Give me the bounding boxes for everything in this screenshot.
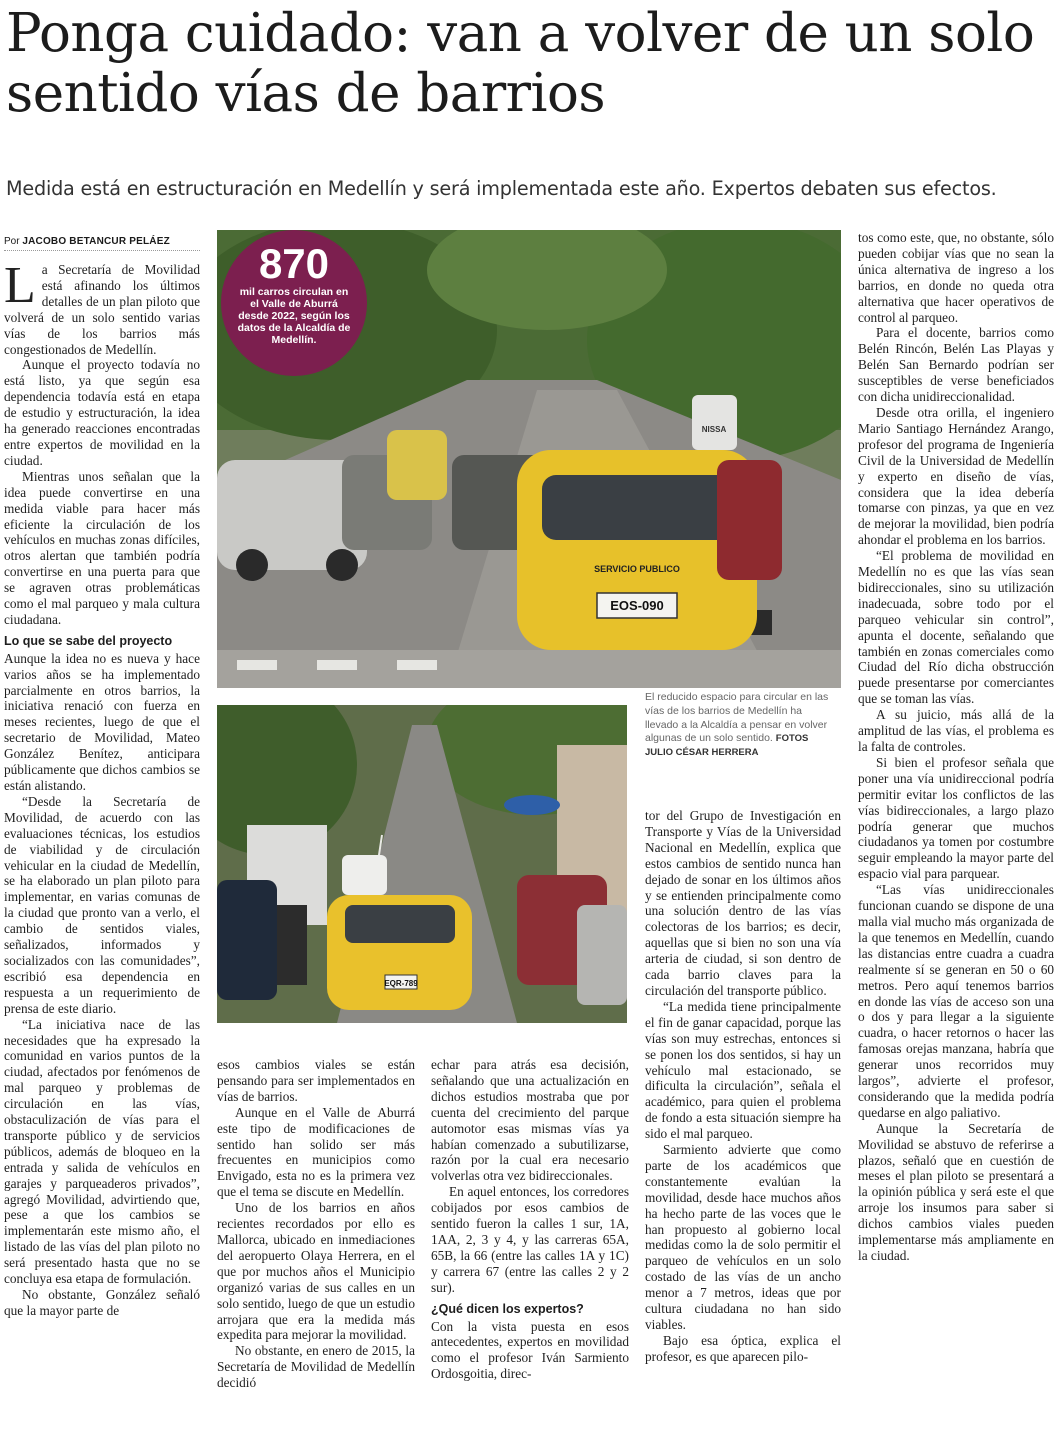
- article-paragraph: echar para atrás esa decisión, señalando que una actualización en dichos estudios mostraba que por cuenta del crecimiento del parque automotor esas mismas vías ya habían comenzado a subutilizarse, razón por la cual era necesario volverlas otra vez bidireccionales.: [431, 1057, 629, 1184]
- caption-text: El reducido espacio para circular en las vías de los barrios de Medellín ha llevado a la Alcaldía a pensar en volver algunas de un solo sentido.: [645, 691, 829, 745]
- photo-caption: [645, 691, 835, 760]
- article-paragraph: Aunque la idea no es nueva y hace varios años se ha implementado parcialmente en otros barrios, la iniciativa renació con fuerza en meses recientes, luego de que el secretario de Movilidad, Mateo González Benítez, anticipara públicamente que dichos cambios se están alistando.: [4, 650, 200, 793]
- paragraph-text: a Secretaría de Movilidad está afinando los últimos detalles de un plan piloto que volverá de un solo sentido varias vías de los barrios más congestionados de Medellín.: [4, 262, 200, 357]
- article-column-5: [858, 230, 1054, 1446]
- article-paragraph: esos cambios viales se están pensando para ser implementados en vías de barrios.: [217, 1057, 415, 1104]
- article-paragraph: No obstante, González señaló que la mayor parte de: [4, 1287, 200, 1318]
- article-paragraph: Aunque el proyecto todavía no está listo, ya que según esa dependencia todavía está en etapa de estudio y estructuración, la idea ha generado reacciones encontradas entre expertos de movilidad en la ciudad.: [4, 357, 200, 468]
- section-heading: ¿Qué dicen los expertos?: [431, 1301, 584, 1316]
- article-column-3: [431, 1057, 629, 1447]
- article-column-2: [217, 1057, 415, 1447]
- article-paragraph: Desde otra orilla, el ingeniero Mario Santiago Hernández Arango, profesor del programa de Ingeniería Civil de la Universidad de Medellín y experto en diseño de vías, considera que la idea debería tomarse con pinzas, ya que en vez de mejorar la movilidad, bien podría ahondar el problema en los barrios.: [858, 404, 1054, 548]
- stat-description: mil carros circulan en el Valle de Aburrá desde 2022, según los datos de la Alcaldía de Medellín.: [237, 286, 351, 346]
- article-paragraph: Mientras unos señalan que la idea puede convertirse en una medida viable para hacer más eficiente la circulación de los vehículos en muchas zonas difíciles, otros alertan que también podría convertirse en una puerta para que se agraven otras problemáticas como el mal parqueo y mala cultura ciudadana.: [4, 468, 200, 627]
- article-paragraph: Bajo esa óptica, explica el profesor, es que aparecen pilo-: [645, 1332, 841, 1364]
- article-column-1: [4, 262, 200, 1448]
- article-paragraph: Aunque la Secretaría de Movilidad se abstuvo de referirse a plazos, señaló que en cuestión de meses el plan piloto se presentará a la opinión pública y será este el que arroje los insumos para saber si dichos cambios viales pueden implementarse más ampliamente en la ciudad.: [858, 1120, 1054, 1263]
- article-paragraph: “La iniciativa nace de las necesidades que ha expresado la comunidad en varios puntos de la ciudad, afectados por fenómenos de mal parqueo y problemas de circulación en las vías, obstaculización de vías para el transporte público y de servicios públicos, además de bloqueo en la entrada y salida de vehículos en garajes y parqueaderos privados”, agregó Movilidad, advirtiendo que, pese a que los cambios se implementarán este mismo año, el listado de las vías del plan piloto no será presentado hasta que no se concluya esa etapa de formulación.: [4, 1016, 200, 1287]
- side-label-text: NISSA: [701, 425, 727, 434]
- section-heading: Lo que se sabe del proyecto: [4, 633, 173, 648]
- article-paragraph: Sarmiento advierte que como parte de los académicos que constantemente evalúan la movilidad, desde hace muchos años ha hecho parte de las voces que le han propuesto al gobierno local medidas como la de solo permitir el parqueo de vehículos en un solo costado de las vías de un ancho menor a 7 metros, ideas que por cultura ciudadana no han sido viables.: [645, 1142, 841, 1332]
- article-paragraph: [4, 262, 200, 357]
- byline: [4, 236, 200, 251]
- article-paragraph: Uno de los barrios en años recientes recordados por ello es Mallorca, ubicado en inmediaciones del aeropuerto Olaya Herrera, en el que por muchos años el Municipio organizó varias de sus calles en un solo sentido, luego de que un estudio arrojara que era la medida más expedita para mejorar la movilidad.: [217, 1200, 415, 1343]
- drop-cap: L: [4, 262, 36, 314]
- article-paragraph: Si bien el profesor señala que poner una vía unidireccional podría permitir evitar los conflictos de las vías bidireccionales, a largo plazo podría generar que muchos ciudadanos ya tomen por costumbre seguir empleando la mayor parte del espacio vial para parquear.: [858, 754, 1054, 882]
- stat-number: 870: [258, 240, 330, 287]
- article-paragraph: “La medida tiene principalmente el fin de ganar capacidad, porque las vías son muy estrechas, entonces si se ponen los dos sentidos, si hay un vehículo mal estacionado, se dificulta la circulación”, señala el académico, para quien el problema de fondo a esta situación siempre ha sido el mal parqueo.: [645, 998, 841, 1142]
- article-paragraph: Aunque en el Valle de Aburrá este tipo de modificaciones de sentido han solido ser más frecuentes en municipios como Envigado, esta no es la primera vez que el tema se discute en Medellín.: [217, 1104, 415, 1200]
- photo-bottom-street: [217, 705, 627, 1023]
- article-paragraph: No obstante, en enero de 2015, la Secretaría de Movilidad de Medellín decidió: [217, 1343, 415, 1391]
- photo-credit: FOTOS JULIO CÉSAR HERRERA: [645, 733, 809, 759]
- article-paragraph: Para el docente, barrios como Belén Rincón, Belén Las Playas y Belén San Bernardo podrían ser susceptibles de verse beneficiados con dicha unidireccionalidad.: [858, 325, 1054, 405]
- article-paragraph: tor del Grupo de Investigación en Transporte y Vías de la Universidad Nacional en Medellín, explica que estos cambios de sentido nunca han dejado de sonar en los últimos años y se entienden principalmente como una solución dentro de las vías colectoras de los barrios; es decir, aquellas que si bien no son una vía arteria de ciudad, si son dentro de cada barrio claves para la circulación del transporte público.: [645, 808, 841, 998]
- article-column-4: [645, 808, 841, 1446]
- article-paragraph: Con la vista puesta en esos antecedentes, expertos en movilidad como el profesor Iván Sarmiento Ordosgoitia, direc-: [431, 1318, 629, 1382]
- stat-badge: [221, 230, 367, 376]
- byline-prefix: Por: [4, 236, 20, 247]
- article-paragraph: “Las vías unidireccionales funcionan cuando se dispone de una malla vial mucho más organizada de la que tenemos en Medellín, cuando las distancias entre cuadra a cuadra realmente sí se generan en 50 o 60 metros. Pero aquí tenemos barrios en donde las vías de acceso son una o dos y para llegar a la siguiente cuadra, o hacer retornos o hacer las famosas orejas manzana, habría que generar unos recorridos muy largos”, advierte el profesor, considerando que la medida podría quedarse en algo paliativo.: [858, 882, 1054, 1120]
- byline-author: JACOBO BETANCUR PELÁEZ: [22, 236, 170, 247]
- top-sign-text: SERVICIO PUBLICO: [594, 564, 680, 574]
- article-paragraph: A su juicio, más allá de la amplitud de las vías, el problema es la falta de controles.: [858, 707, 1054, 754]
- article-paragraph: “Desde la Secretaría de Movilidad, de acuerdo con las evaluaciones técnicas, los estudios de viabilidad y de circulación vehicular en la ciudad de Medellín, se ha elaborado un plan piloto para implementar, en varias comunas de la ciudad que pronto van a verlo, el cambio de sentidos viales, señalizados, informados y socializados con las comunidades”, escribió esa dependencia en respuesta a un requerimiento de prensa de este diario.: [4, 793, 200, 1016]
- street-photo-illustration-2: [217, 705, 627, 1023]
- headline: Ponga cuidado: van a volver de un solo sentido vías de barrios: [6, 3, 1035, 124]
- article-paragraph: tos como este, que, no obstante, sólo pueden cobijar vías que no sean la única alternativa de ingreso a los barrios, en donde no queda otra alternativa que hacer operativos de control al parqueo.: [858, 230, 1054, 325]
- subheadline: Medida está en estructuración en Medellín y será implementada este año. Expertos debaten sus efectos.: [6, 177, 997, 200]
- article-paragraph: En aquel entonces, los corredores cobijados por esos cambios de sentido fueron la calles 1 sur, 1A, 1AA, 2, 3 y 4, y las carreras 65A, 65B, la 66 (entre las calles 1A y 1C) y carrera 67 (entre las calles 2 y 2 sur).: [431, 1184, 629, 1295]
- article-paragraph: “El problema de movilidad en Medellín no es que las vías sean bidireccionales, sino su utilización inadecuada, sobre todo por el parqueo vehicular sin control”, apunta el docente, señalando que también en zonas comerciales como Ciudad del Río dicha obstrucción puede presentarse por comerciantes que se toman las vías.: [858, 548, 1054, 707]
- top-plate-text: EOS-090: [610, 598, 664, 613]
- bottom-plate-text: EQR-789: [384, 979, 418, 988]
